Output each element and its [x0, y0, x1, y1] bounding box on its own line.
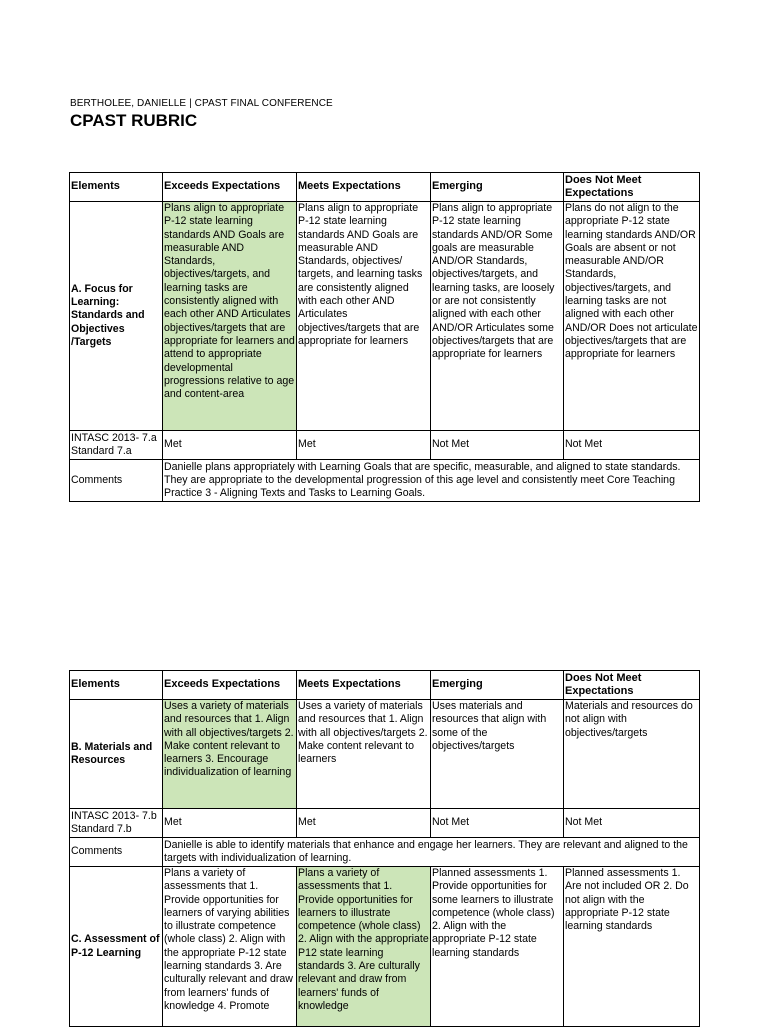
comments-text: Danielle is able to identify materials that enhance and engage her learners. They are relevant and aligned to the targets with individualization of learning. — [163, 838, 700, 867]
table-row — [70, 460, 700, 502]
table-row — [70, 202, 700, 431]
emerging-cell: Plans align to appropriate P-12 state learning standards AND/OR Some goals are measurable AND/OR Standards, objectives/targets, and learning tasks, are loosely or are not consistently aligned with each other AND/OR Articulates some objectives/targets that are appropriate for learners — [431, 202, 564, 431]
comments-label: Comments — [70, 460, 163, 502]
col-header-exceeds: Exceeds Expectations — [163, 173, 297, 202]
col-header-elements: Elements — [70, 671, 163, 700]
comments-text: Danielle plans appropriately with Learning Goals that are specific, measurable, and aligned to state standards. They are appropriate to the developmental progression of this age level and consistently meet Core Teaching Practice 3 - Aligning Texts and Tasks to Learning Goals. — [163, 460, 700, 502]
rubric-table-b — [69, 670, 700, 1027]
table-row — [70, 431, 700, 460]
meets-cell: Plans align to appropriate P-12 state learning standards AND Goals are measurable AND Standards, objectives/ targets, and learning tasks are consistently aligned with each other AND Articulates objectives/targets that are appropriate for learners — [297, 202, 431, 431]
col-header-meets: Meets Expectations — [297, 173, 431, 202]
rating-emerging: Not Met — [431, 809, 564, 838]
table-row — [70, 867, 700, 1027]
rating-meets: Met — [297, 431, 431, 460]
col-header-emerging: Emerging — [431, 671, 564, 700]
document-subtitle: BERTHOLEE, DANIELLE | CPAST FINAL CONFERENCE — [70, 98, 333, 109]
rating-exceeds: Met — [163, 431, 297, 460]
emerging-cell: Uses materials and resources that align with some of the objectives/targets — [431, 700, 564, 809]
does-not-meet-cell: Plans do not align to the appropriate P-12 state learning standards AND/OR Goals are absent or not measurable AND/OR Standards, objectives/targets, and learning tasks are not aligned with each other AND/OR Does not articulate objectives/targets that are appropriate for learners — [564, 202, 700, 431]
element-label: A. Focus for Learning: Standards and Objectives /Targets — [70, 202, 163, 431]
exceeds-cell: Plans align to appropriate P-12 state learning standards AND Goals are measurable AND Standards, objectives/targets, and learning tasks are consistently aligned with each other AND Articulates objectives/targets that are appropriate for learners and attend to appropriate developmental progressions relative to age and content-area — [163, 202, 297, 431]
table-header-row — [70, 671, 700, 700]
rating-does-not-meet: Not Met — [564, 809, 700, 838]
table-row — [70, 700, 700, 809]
meets-cell: Plans a variety of assessments that 1. Provide opportunities for learners to illustrate competence (whole class) 2. Align with the appropriate P12 state learning standards 3. Are culturally relevant and draw from learners' funds of knowledge — [297, 867, 431, 1027]
emerging-cell: Planned assessments 1. Provide opportunities for some learners to illustrate competence (whole class) 2. Align with the appropriate P-12 state learning standards — [431, 867, 564, 1027]
col-header-meets: Meets Expectations — [297, 671, 431, 700]
rating-exceeds: Met — [163, 809, 297, 838]
col-header-emerging: Emerging — [431, 173, 564, 202]
col-header-does-not-meet: Does Not Meet Expectations — [564, 173, 700, 202]
table-row — [70, 809, 700, 838]
rating-meets: Met — [297, 809, 431, 838]
exceeds-cell: Plans a variety of assessments that 1. Provide opportunities for learners of varying abilities to illustrate competence (whole class) 2. Align with the appropriate P-12 state learning standards 3. Are culturally relevant and draw from learners' funds of knowledge 4. Promote — [163, 867, 297, 1027]
rating-emerging: Not Met — [431, 431, 564, 460]
element-label: C. Assessment of P-12 Learning — [70, 867, 163, 1027]
comments-label: Comments — [70, 838, 163, 867]
rating-does-not-meet: Not Met — [564, 431, 700, 460]
intasc-label: INTASC 2013- 7.b Standard 7.b — [70, 809, 163, 838]
intasc-label: INTASC 2013- 7.a Standard 7.a — [70, 431, 163, 460]
table-header-row — [70, 173, 700, 202]
does-not-meet-cell: Materials and resources do not align with objectives/targets — [564, 700, 700, 809]
exceeds-cell: Uses a variety of materials and resources that 1. Align with all objectives/targets 2. Make content relevant to learners 3. Encourage individualization of learning — [163, 700, 297, 809]
col-header-exceeds: Exceeds Expectations — [163, 671, 297, 700]
element-label: B. Materials and Resources — [70, 700, 163, 809]
meets-cell: Uses a variety of materials and resources that 1. Align with all objectives/targets 2. Make content relevant to learners — [297, 700, 431, 809]
col-header-does-not-meet: Does Not Meet Expectations — [564, 671, 700, 700]
does-not-meet-cell: Planned assessments 1. Are not included OR 2. Do not align with the appropriate P-12 state learning standards — [564, 867, 700, 1027]
document-title: CPAST RUBRIC — [70, 111, 198, 130]
rubric-table-a — [69, 172, 700, 502]
col-header-elements: Elements — [70, 173, 163, 202]
table-row — [70, 838, 700, 867]
